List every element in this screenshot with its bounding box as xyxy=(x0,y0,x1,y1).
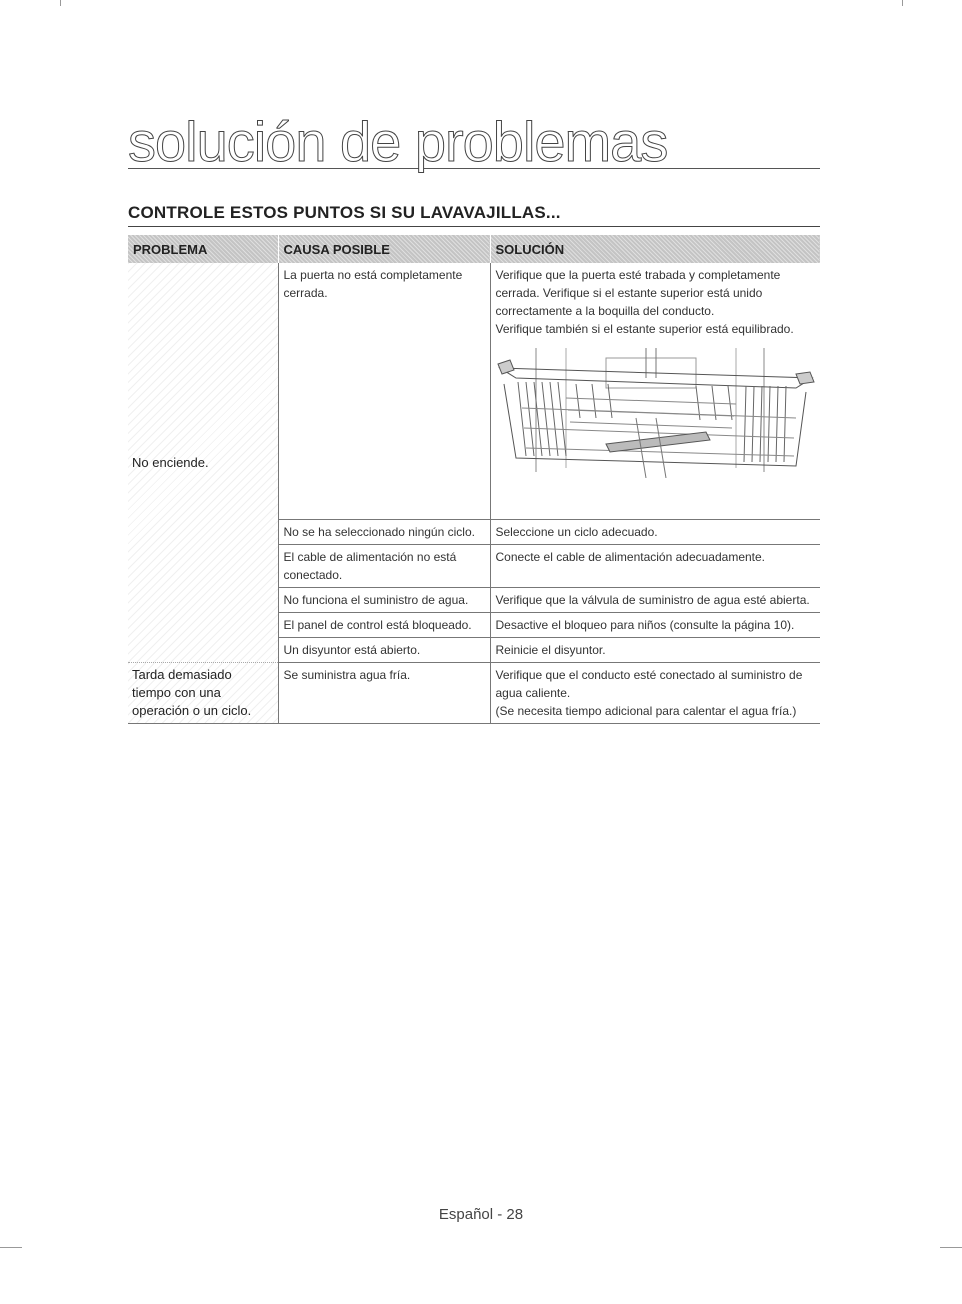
cause-cell: La puerta no está completamente cerrada. xyxy=(278,263,490,520)
page-title xyxy=(128,110,820,173)
cause-cell: Un disyuntor está abierto. xyxy=(278,638,490,663)
rack-drawing xyxy=(496,348,816,478)
solution-note: (Se necesita tiempo adicional para calentar el agua fría.) xyxy=(495,704,797,718)
crop-mark xyxy=(60,0,61,6)
table-row xyxy=(128,663,820,724)
table-header-row xyxy=(128,235,820,263)
solution-cell xyxy=(490,663,820,724)
solution-text: Verifique también si el estante superior está equilibrado. xyxy=(495,322,794,336)
cause-cell: No se ha seleccionado ningún ciclo. xyxy=(278,520,490,545)
solution-cell: Verifique que la válvula de suministro de agua esté abierta. xyxy=(490,588,820,613)
cause-cell: El cable de alimentación no está conectado. xyxy=(278,545,490,588)
header-problem: PROBLEMA xyxy=(128,235,278,263)
solution-cell: Desactive el bloqueo para niños (consulte la página 10). xyxy=(490,613,820,638)
solution-cell: Reinicie el disyuntor. xyxy=(490,638,820,663)
solution-text: Verifique que el conducto esté conectado al suministro de agua caliente. xyxy=(495,668,803,700)
header-solution: SOLUCIÓN xyxy=(490,235,820,263)
cause-cell: Se suministra agua fría. xyxy=(278,663,490,724)
table-row xyxy=(128,263,820,520)
solution-cell xyxy=(490,263,820,520)
cause-cell: No funciona el suministro de agua. xyxy=(278,588,490,613)
page-number: Español - 28 xyxy=(438,1206,524,1223)
dishwasher-upper-rack-illustration xyxy=(496,338,817,516)
crop-mark xyxy=(940,1247,962,1248)
page-title-text: solución de problemas xyxy=(128,110,668,173)
crop-mark xyxy=(0,1247,22,1248)
section-heading: CONTROLE ESTOS PUNTOS SI SU LAVAVAJILLAS... xyxy=(128,202,820,227)
problem-cell: Tarda demasiado tiempo con una operación o un ciclo. xyxy=(128,663,278,724)
problem-cell: No enciende. xyxy=(128,263,278,663)
crop-mark xyxy=(902,0,903,6)
troubleshooting-table xyxy=(128,235,820,724)
solution-cell: Seleccione un ciclo adecuado. xyxy=(490,520,820,545)
cause-cell: El panel de control está bloqueado. xyxy=(278,613,490,638)
solution-text: Verifique que la puerta esté trabada y completamente cerrada. Verifique si el estante superior está unido correctamente a la boquilla del conducto. xyxy=(495,268,781,318)
header-cause: CAUSA POSIBLE xyxy=(278,235,490,263)
solution-cell: Conecte el cable de alimentación adecuadamente. xyxy=(490,545,820,588)
